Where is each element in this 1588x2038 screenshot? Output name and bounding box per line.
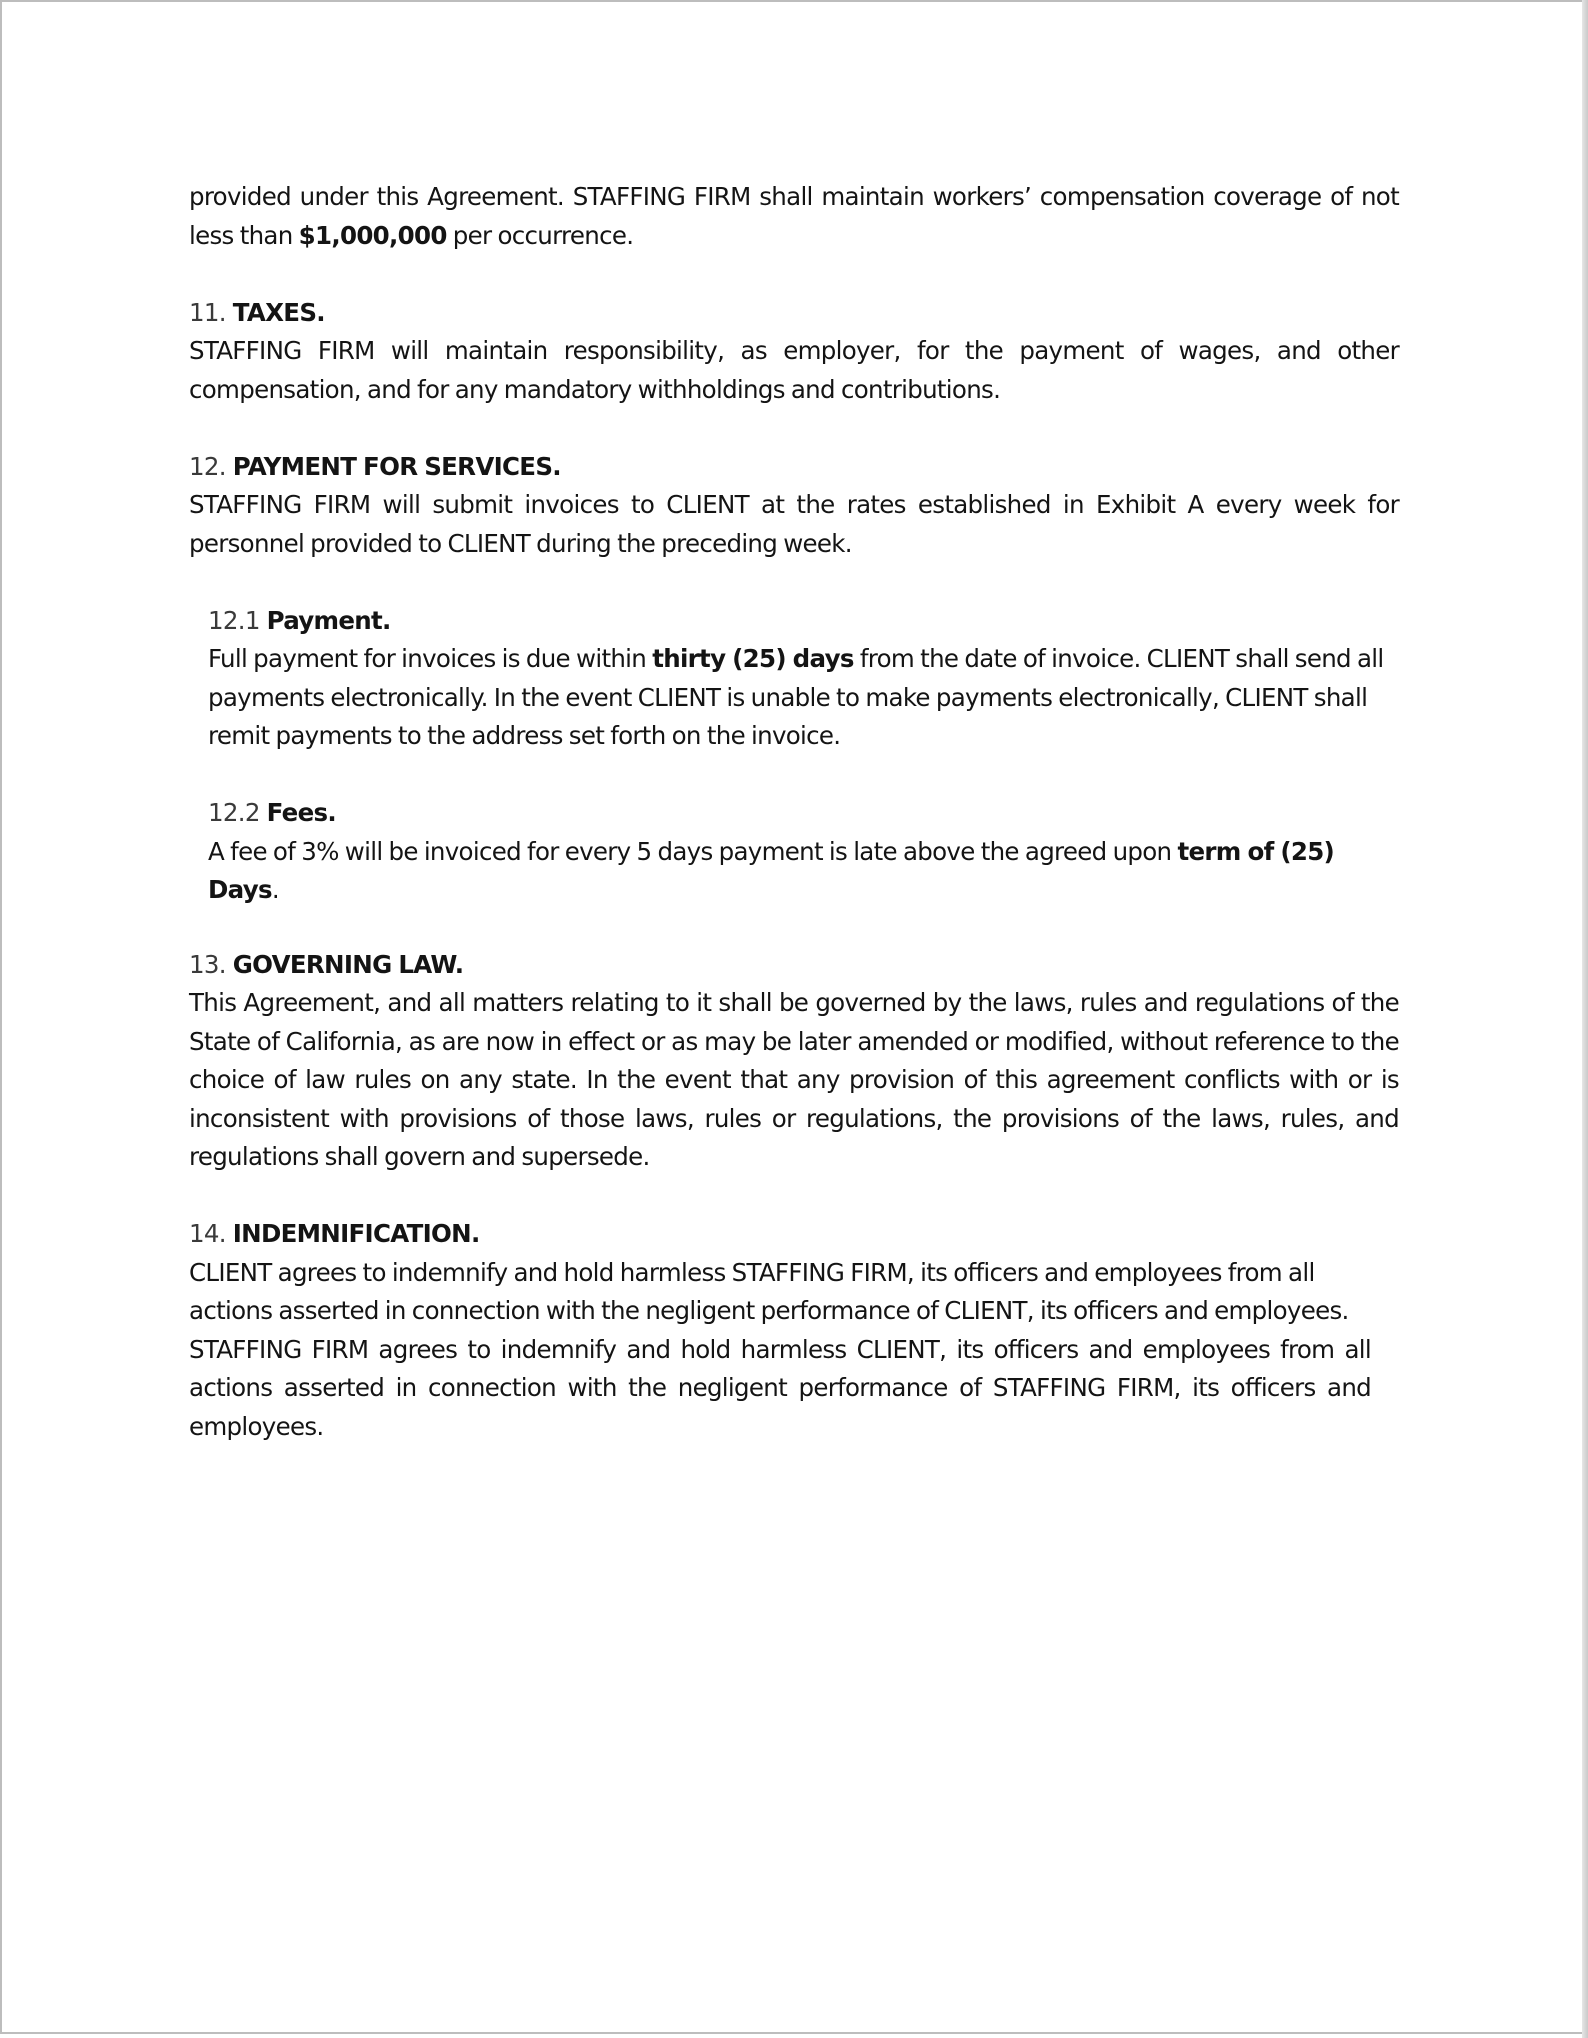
subsection-12-1-heading [208, 602, 1399, 641]
section-12-number: 12. [189, 451, 226, 481]
subsection-12-2 [189, 794, 1399, 910]
section-11-heading [189, 294, 1399, 333]
document-body [189, 178, 1399, 1446]
section-14-body-2: STAFFING FIRM agrees to indemnify and hold harmless CLIENT, its officers and employees from all actions asserted in connection with the negligent performance of STAFFING FIRM, its officers and employees. [189, 1334, 1371, 1441]
subsection-12-1 [189, 602, 1399, 756]
late-fee-term: term of (25) Days [208, 836, 1335, 904]
section-13-title: GOVERNING LAW. [232, 949, 464, 979]
section-14-body-1: CLIENT agrees to indemnify and hold harmless STAFFING FIRM, its officers and employees from all actions asserted in connection with the negligent performance of CLIENT, its officers and employees. [189, 1257, 1349, 1325]
section-12-body: STAFFING FIRM will submit invoices to CLIENT at the rates established in Exhibit A every week for personnel provided to CLIENT during the preceding week. [189, 490, 1399, 558]
subsection-12-2-body-pre: A fee of 3% will be invoiced for every 5 days payment is late above the agreed upon [208, 836, 1178, 866]
coverage-amount: $1,000,000 [298, 220, 447, 250]
intro-text-2-post: per occurrence. [446, 220, 634, 250]
intro-line-1 [189, 178, 1399, 217]
section-12-title: PAYMENT FOR SERVICES. [232, 451, 561, 481]
subsection-12-1-number: 12.1 [208, 605, 260, 635]
section-11-title: TAXES. [232, 297, 325, 327]
page-edge-shadow [1582, 0, 1588, 2038]
subsection-12-2-heading [208, 794, 1399, 833]
subsection-12-2-body [208, 833, 1399, 910]
section-11-number: 11. [189, 297, 226, 327]
intro-line-2 [189, 217, 1399, 256]
subsection-12-1-body [208, 640, 1388, 756]
section-14-number: 14. [189, 1219, 226, 1248]
intro-text-1: provided under this Agreement. STAFFING FIRM shall maintain workers’ compensation coverage of not [189, 182, 1399, 211]
section-13-heading [189, 946, 1399, 985]
subsection-12-1-body-post: from the date of invoice. CLIENT shall send all payments electronically. In the event CLIENT is unable to make payments electronically, CLIENT shall remit payments to the address set forth on the invoice. [208, 644, 1384, 750]
section-12-heading [189, 448, 1399, 487]
section-13-number: 13. [189, 949, 226, 979]
section-11-body: STAFFING FIRM will maintain responsibility, as employer, for the payment of wages, and other compensation, and for any mandatory withholdings and contributions. [189, 336, 1399, 404]
payment-term: thirty (25) days [652, 644, 854, 673]
subsection-12-1-body-pre: Full payment for invoices is due within [208, 644, 653, 673]
section-14-heading [189, 1215, 1399, 1254]
subsection-12-2-number: 12.2 [208, 798, 260, 827]
subsection-12-2-title: Fees. [266, 798, 336, 827]
section-13-body: This Agreement, and all matters relating to it shall be governed by the laws, rules and regulations of the State of California, as are now in effect or as may be later amended or modified, without reference to the choice of law rules on any state. In the event that any provision of this agreement conflicts with or is inconsistent with provisions of those laws, rules or regulations, the provisions of the laws, rules, and regulations shall govern and supersede. [189, 988, 1399, 1171]
section-14-title: INDEMNIFICATION. [232, 1219, 480, 1248]
intro-text-2-pre: less than [189, 220, 299, 250]
subsection-12-1-title: Payment. [266, 605, 391, 635]
subsection-12-2-body-post: . [271, 875, 279, 904]
